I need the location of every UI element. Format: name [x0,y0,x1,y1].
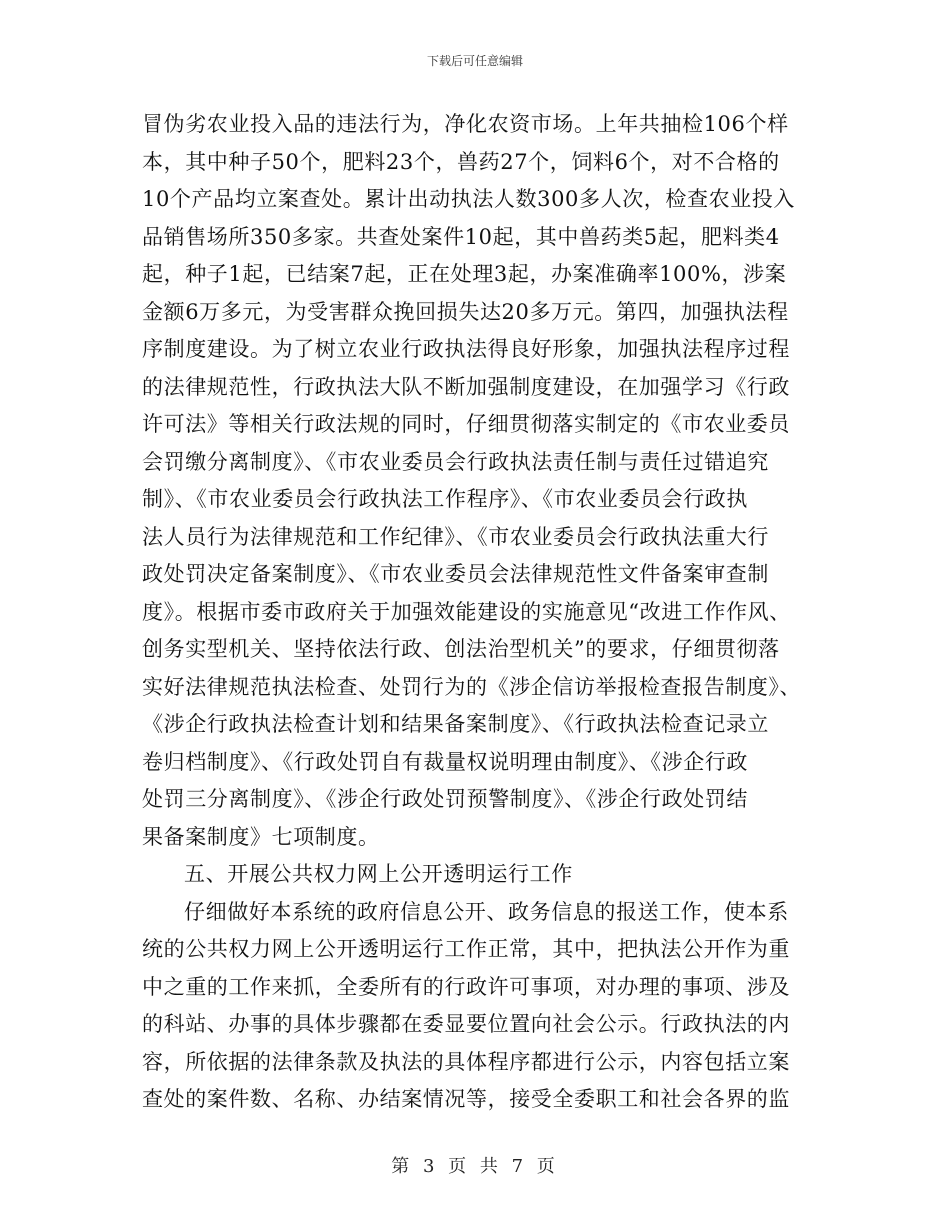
text-line: 的科站、办事的具体步骤都在委显要位置向社会公示。行政执法的内 [142,1012,790,1036]
text-line: 金额6万多元，为受害群众挽回损失达20多万元。第四，加强执法程 [142,299,789,324]
text-line: 中之重的工作来抓，全委所有的行政许可事项，对办理的事项、涉及 [142,974,790,999]
text-line: 冒伪劣农业投入品的违法行为，净化农资市场。上年共抽检106个样 [142,112,789,136]
page-number: 第 3 页 共 7 页 [391,1156,559,1177]
text-line: 的法律规范性，行政执法大队不断加强制度建设，在加强学习《行政 [142,374,790,399]
text-line: 度》。根据市委市政府关于加强效能建设的实施意见“改进工作作风、 [142,599,791,624]
section-heading: 五、开展公共权力网上公开透明运行工作 [184,862,573,886]
text-line: 制》、《市农业委员会行政执法工作程序》、《市农业委员会行政执 [142,487,748,511]
text-line: 仔细做好本系统的政府信息公开、政务信息的报送工作，使本系 [184,899,789,924]
text-line: 10个产品均立案查处。累计出动执法人数300多人次，检查农业投入 [142,187,796,211]
text-line: 本，其中种子50个，肥料23个，兽药27个，饲料6个，对不合格的 [142,149,780,174]
text-line: 卷归档制度》、《行政处罚自有裁量权说明理由制度》、《涉企行政 [142,749,748,774]
text-line: 法人员行为法律规范和工作纪律》、《市农业委员会行政执法重大行 [142,524,769,549]
text-line: 许可法》等相关行政法规的同时，仔细贯彻落实制定的《市农业委员 [142,412,790,436]
text-line: 品销售场所350多家。共查处案件10起，其中兽药类5起，肥料类4 [142,224,780,249]
text-line: 创务实型机关、坚持依法行政、创法治型机关”的要求，仔细贯彻落 [142,637,780,661]
text-line: 统的公共权力网上公开透明运行工作正常，其中，把执法公开作为重 [142,937,790,961]
text-line: 序制度建设。为了树立农业行政执法得良好形象，加强执法程序过程 [142,337,790,361]
text-line: 处罚三分离制度》、《涉企行政处罚预警制度》、《涉企行政处罚结 [142,787,748,811]
text-line: 政处罚决定备案制度》、《市农业委员会法律规范性文件备案审查制 [142,562,769,586]
text-line: 果备案制度》七项制度。 [142,824,380,849]
text-line: 实好法律规范执法检查、处罚行为的《涉企信访举报检查报告制度》、 [142,674,802,699]
text-line: 查处的案件数、名称、办结案情况等，接受全委职工和社会各界的监 [142,1087,790,1111]
document-body [142,106,822,1119]
text-line: 起，种子1起，已结案7起，正在处理3起，办案准确率100%，涉案 [142,262,787,286]
text-line: 《涉企行政执法检查计划和结果备案制度》、《行政执法检查记录立 [142,712,769,736]
text-line: 会罚缴分离制度》、《市农业委员会行政执法责任制与责任过错追究 [142,449,769,474]
text-line: 容，所依据的法律条款及执法的具体程序都进行公示，内容包括立案 [142,1049,790,1074]
page-header-note: 下载后可任意编辑 [426,54,523,68]
